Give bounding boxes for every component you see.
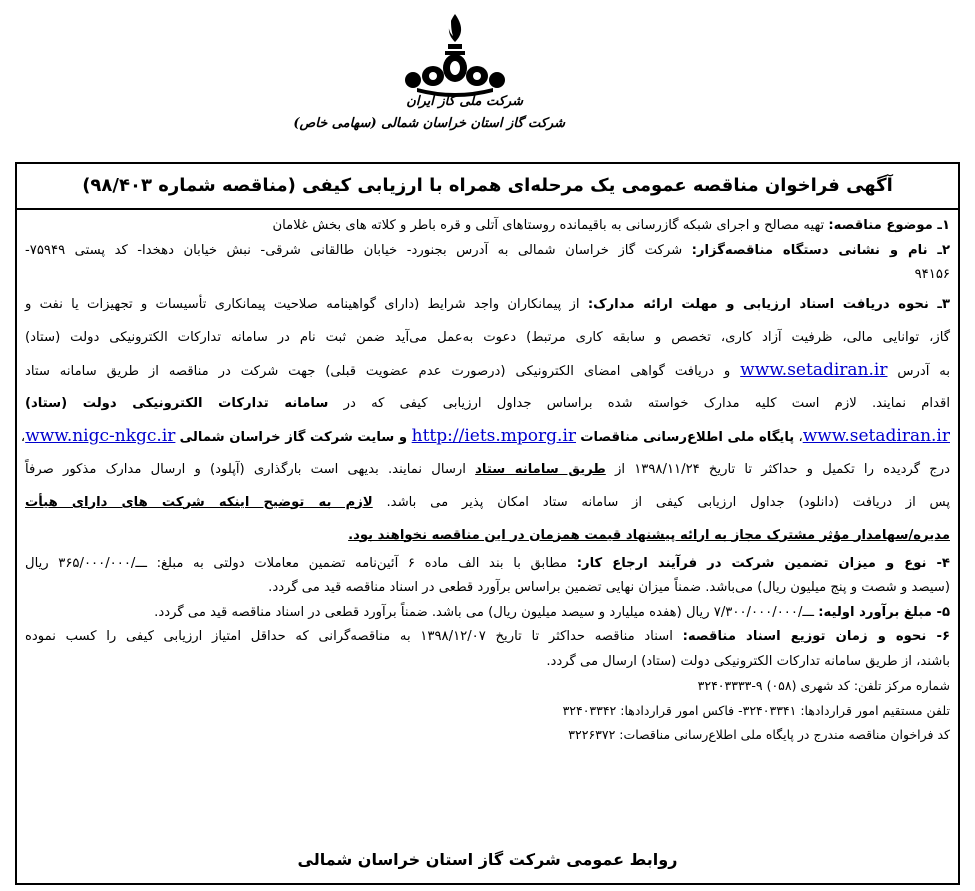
section-3-text-4a: اقدام نمایند. لازم است کلیه مدارک خواسته شده براساس جداول ارزیابی کیفی که در xyxy=(328,395,950,411)
section-3-line-4 xyxy=(25,387,950,420)
contact-contracts: تلفن مستقیم امور قراردادها: ۳۲۴۰۳۳۴۱- فاکس امور قراردادها: ۳۲۴۰۳۳۴۲ xyxy=(562,702,950,718)
section-6-text-1: اسناد مناقصه حداکثر تا تاریخ ۱۳۹۸/۱۲/۰۷ به مناقصه‌گرانی که حداقل امتیاز ارزیابی کیفی را کسب نموده xyxy=(25,629,683,644)
board-note-continuation: مدیره/سهامدار مؤثر مشترک مجاز به ارائه پیشنهاد قیمت همزمان در این مناقصه نخواهند بود. xyxy=(348,527,950,543)
tender-notice-box xyxy=(15,162,960,885)
board-note-emphasis: لازم به توضیح اینکه شرکت های دارای هیأت xyxy=(25,494,373,510)
section-4-line-1 xyxy=(25,552,950,577)
logo-line-1: شرکت ملی گاز ایران xyxy=(406,94,523,109)
section-3-text-3b: و دریافت گواهی امضای الکترونیکی (درصورت عدم عضویت قبلی) جهت شرکت در مناقصه از طریق سامانه ستاد xyxy=(25,363,741,379)
iets-link[interactable]: http://iets.mporg.ir xyxy=(411,425,577,446)
section-3-line-3 xyxy=(25,354,950,387)
setadiran-link-1[interactable]: www.setadiran.ir xyxy=(740,359,888,380)
section-5 xyxy=(25,601,950,626)
public-relations-signature: روابط عمومی شرکت گاز استان خراسان شمالی xyxy=(297,850,678,869)
conjunction: و xyxy=(394,429,412,445)
separator: ، xyxy=(794,429,803,445)
tender-code: کد فراخوان مناقصه مندرج در پایگاه ملی اطلاع‌رسانی مناقصات: ۳۲۲۶۳۷۲ xyxy=(568,727,950,742)
iets-portal-name: پایگاه ملی اطلاع‌رسانی مناقصات xyxy=(580,429,795,445)
section-6-label: ۶- نحوه و زمان توزیع اسناد مناقصه: xyxy=(682,629,950,644)
section-3-line-2: گاز، توانایی مالی، ظرفیت آزاد کاری، تخصص و سابقه کاری مرتبط) دعوت به‌عمل می‌آید ضمن ثبت نام در سامانه تدارکات الکترونیکی دولت (ستاد) xyxy=(25,329,950,345)
section-2-text: شرکت گاز خراسان شمالی به آدرس بجنورد- خیابان طالقانی شرقی- نبش خیابان دهخدا- کد پستی ۷۵۹۴۹- xyxy=(25,242,692,258)
section-5-text: ـــ/۷/۳۰۰/۰۰۰/۰۰۰ ریال (هفده میلیارد و سیصد میلیون ریال) می باشد. ضمناً برآورد قطعی در اسناد مناقصه قید می گردد. xyxy=(154,604,819,620)
section-4-line-2: (سیصد و شصت و پنج میلیون ریال) می‌باشد. ضمناً میزان نهایی تضمین براساس برآورد قطعی در اسناد مناقصه قید می گردد. xyxy=(268,580,950,595)
setadiran-link-2[interactable]: www.setadiran.ir xyxy=(802,425,950,446)
section-3-text-7a: پس از دریافت (دانلود) جداول ارزیابی کیفی از سامانه ستاد امکان پذیر می باشد. xyxy=(372,494,950,510)
contact-phone: شماره مرکز تلفن: کد شهری (۰۵۸) ۹-۳۲۴۰۳۳۳۳ xyxy=(697,678,950,693)
logo-line-2: شرکت گاز استان خراسان شمالی (سهامی خاص) xyxy=(293,116,565,131)
section-3-line-1 xyxy=(25,288,950,321)
notice-title: آگهی فراخوان مناقصه عمومی یک مرحله‌ای همراه با ارزیابی کیفی (مناقصه شماره ۹۸/۴۰۳) xyxy=(17,164,958,210)
section-2-label: ۲ـ نام و نشانی دستگاه مناقصه‌گزار: xyxy=(691,242,950,258)
section-4-text-1: مطابق با بند الف ماده ۶ آئین‌نامه تضمین معاملات دولتی به مبلغ: ـــ/۳۶۵/۰۰۰/۰۰۰ ریال xyxy=(25,555,577,571)
section-1-text: تهیه مصالح و اجرای شبکه گازرسانی به باقیمانده روستاهای آتلی و قره باطر و کلاته های بخش غلامان xyxy=(272,218,829,233)
section-3-text-1: از پیمانکاران واجد شرایط (دارای گواهینامه صلاحیت پیمانکاری تأسیسات و تجهیزات یا نفت و xyxy=(25,296,588,312)
section-2 xyxy=(25,239,950,264)
company-logo xyxy=(293,6,565,138)
section-2-cont: ۹۴۱۵۶ xyxy=(914,267,950,282)
section-3-label: ۳ـ نحوه دریافت اسناد ارزیابی و مهلت ارائه مدارک: xyxy=(587,296,950,312)
setad-system-name: سامانه تدارکات الکترونیکی دولت (ستاد) xyxy=(25,395,329,411)
section-3-line-8 xyxy=(25,519,950,552)
section-3-line-6 xyxy=(25,453,950,486)
section-6-line-2: باشند، از طریق سامانه تدارکات الکترونیکی دولت (ستاد) ارسال می گردد. xyxy=(546,653,950,669)
section-3-line-5 xyxy=(20,420,950,453)
section-1-label: ۱ـ موضوع مناقصه: xyxy=(828,218,950,233)
section-3-text-6c: ارسال نمایند. بدیهی است بارگذاری (آپلود) و ارسال مدارک مذکور صرفاً xyxy=(25,461,476,477)
section-4-label: ۴- نوع و میزان تضمین شرکت در فرآیند ارجاع کار: xyxy=(576,555,950,571)
separator-end: ، xyxy=(20,429,26,445)
section-6-line-1 xyxy=(25,625,950,650)
nkgc-link[interactable]: www.nigc-nkgc.ir xyxy=(25,425,176,446)
section-3-text-6a: درج گردیده را تکمیل و حداکثر تا تاریخ ۱۳۹۸/۱۱/۲۴ از xyxy=(605,461,950,477)
section-1 xyxy=(25,214,950,239)
flame-emblem-icon xyxy=(345,6,565,106)
nkgc-site-name: سایت شرکت گاز خراسان شمالی xyxy=(179,429,395,445)
setad-route-emphasis: طریق سامانه ستاد xyxy=(475,461,606,477)
notice-body xyxy=(17,210,958,748)
section-3-text-3a: به آدرس xyxy=(887,363,950,379)
section-5-label: ۵- مبلغ برآورد اولیه: xyxy=(818,604,950,620)
section-3-line-7 xyxy=(25,486,950,519)
